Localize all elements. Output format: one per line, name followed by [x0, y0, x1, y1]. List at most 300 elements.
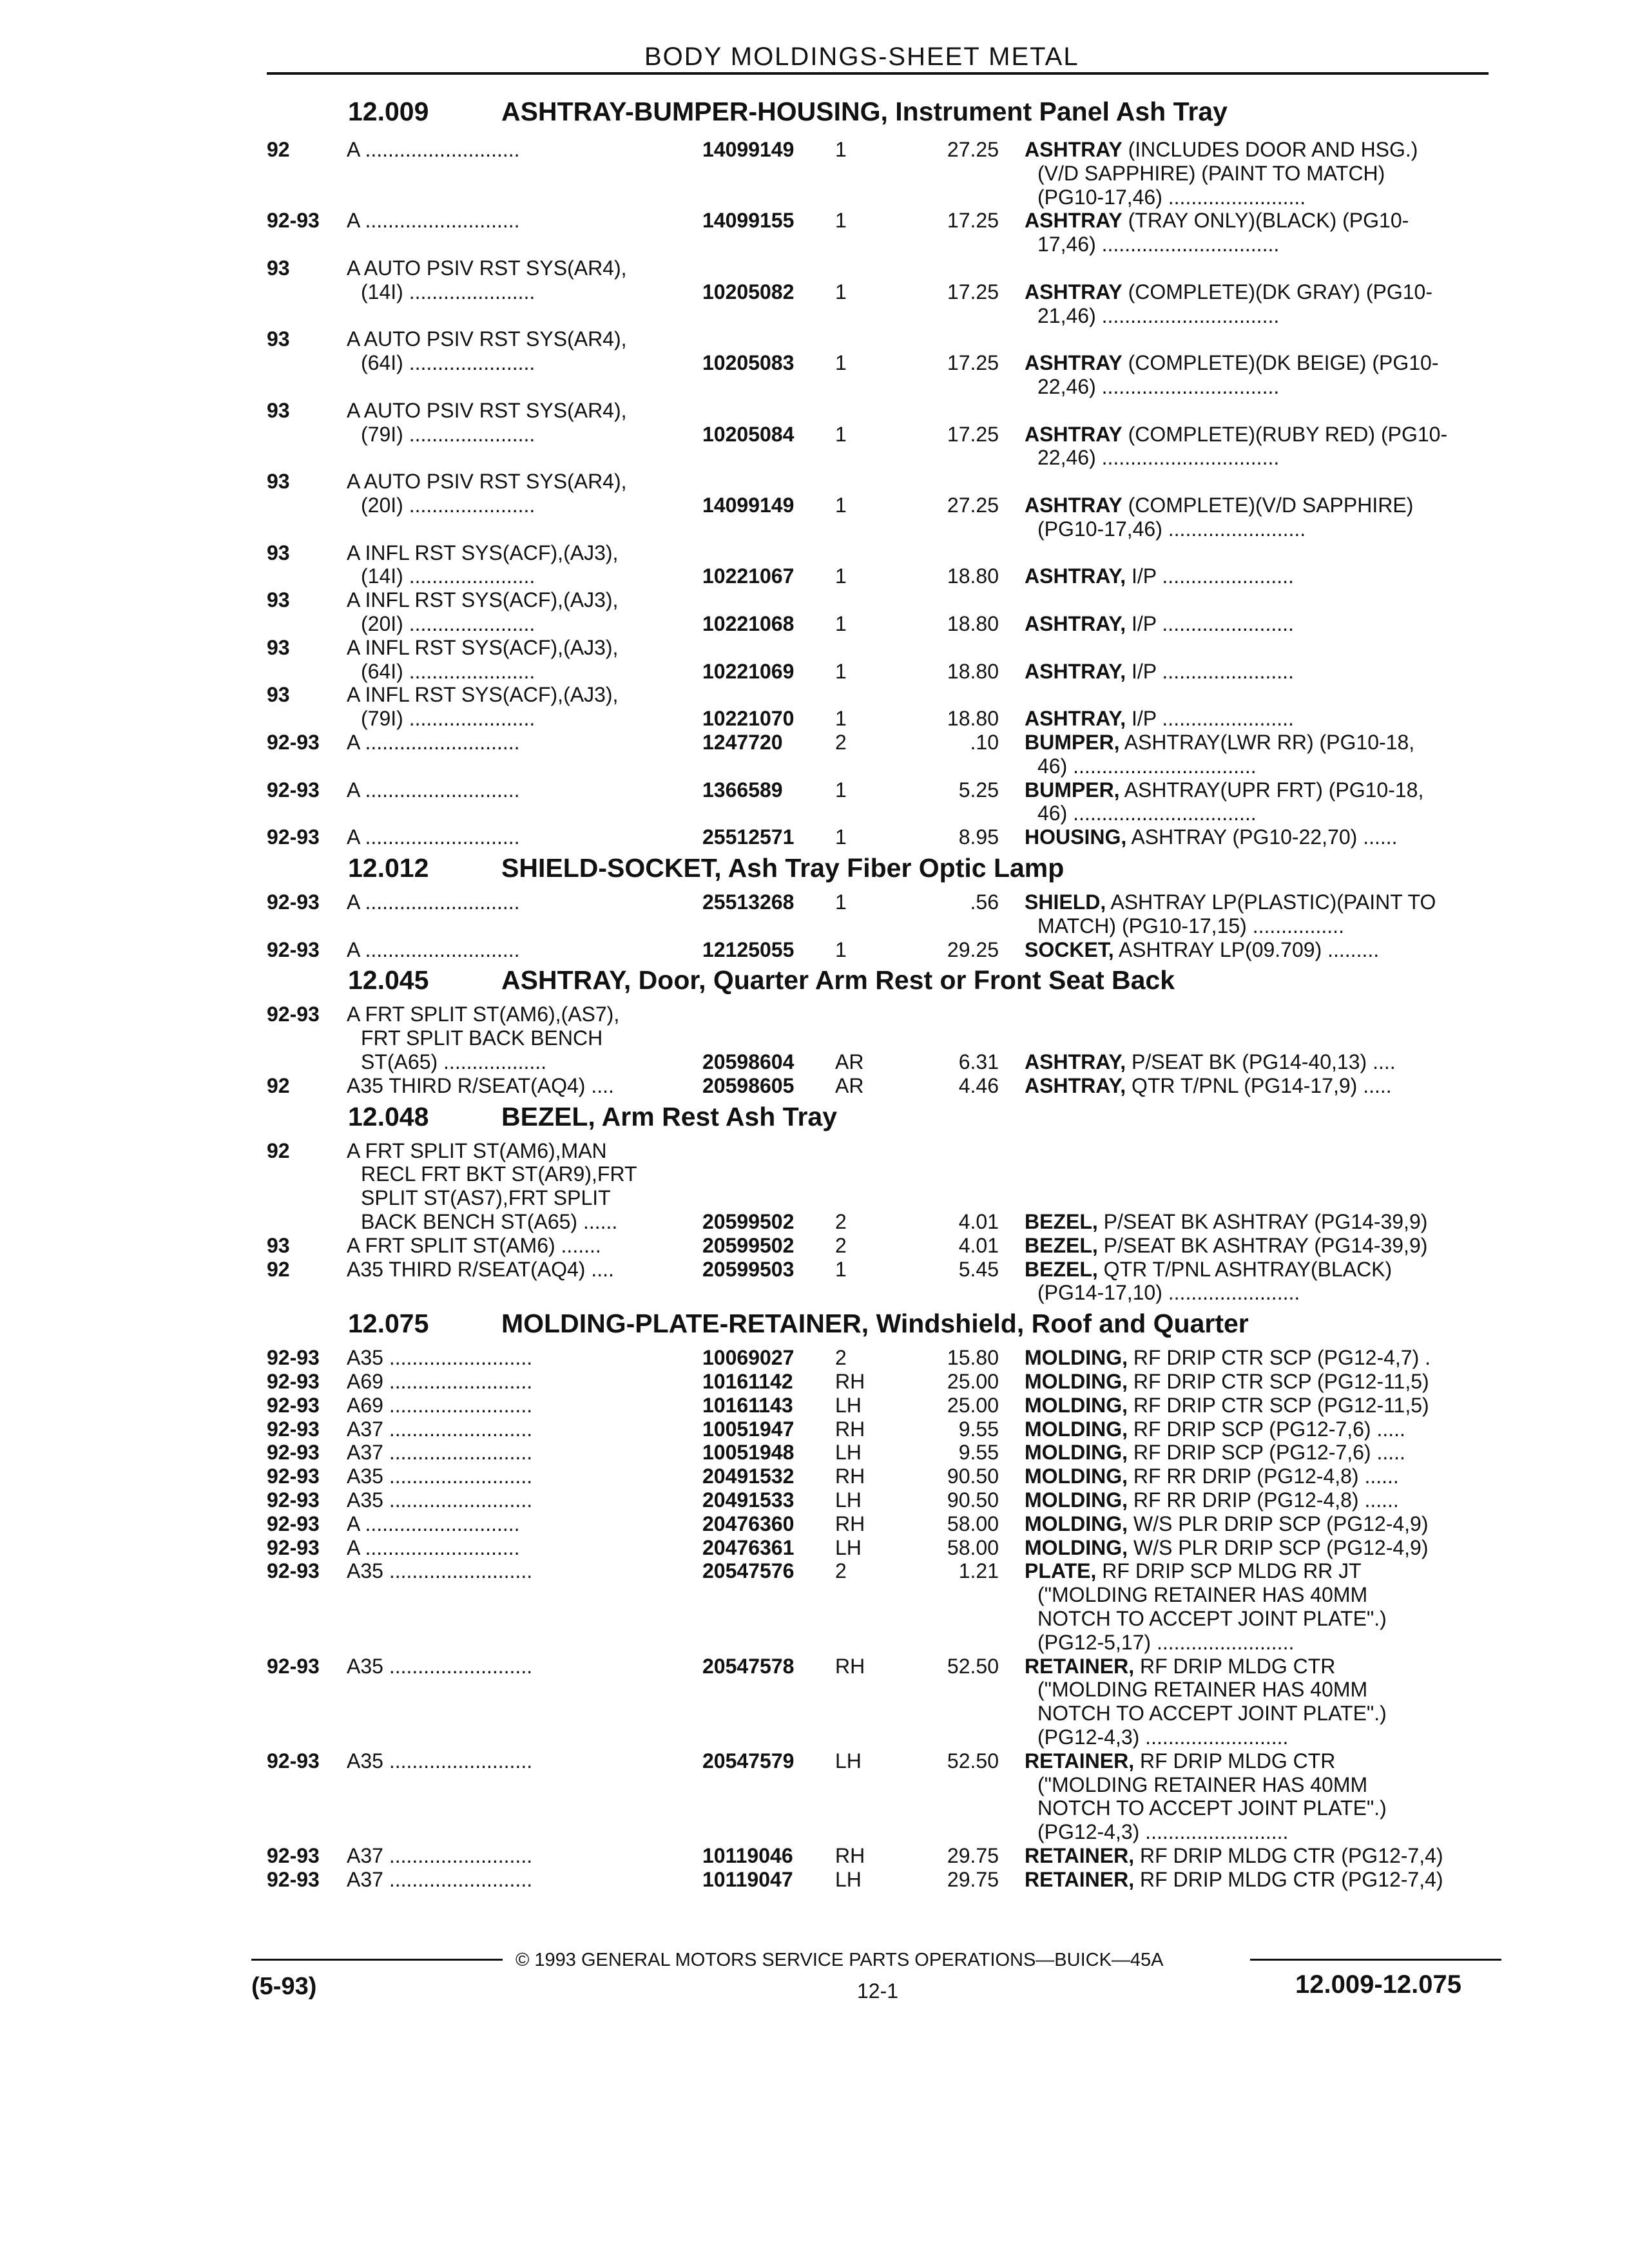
application-desc-cont: (20I) ...................... [361, 612, 535, 635]
price: 27.25 [947, 138, 999, 161]
part-number: 14099149 [702, 138, 795, 161]
application-desc: A ........................... [347, 890, 520, 914]
item-description [1025, 778, 1489, 802]
item-detail: I/P ....................... [1126, 612, 1294, 635]
item-detail: RF DRIP CTR SCP (PG12-11,5) [1127, 1393, 1429, 1417]
price: 15.80 [947, 1346, 999, 1370]
application-desc: A INFL RST SYS(ACF),(AJ3), [347, 588, 619, 612]
quantity: 1 [835, 351, 847, 375]
item-name: ASHTRAY [1025, 280, 1123, 303]
item-detail: RF DRIP MLDG CTR [1134, 1654, 1336, 1678]
item-detail: I/P ....................... [1126, 659, 1294, 683]
item-description [1025, 1655, 1489, 1678]
price: 5.45 [958, 1257, 999, 1281]
section-number: 12.009 [348, 97, 429, 126]
model-year: 93 [267, 327, 290, 351]
quantity: 1 [835, 138, 847, 161]
item-description [1025, 1488, 1489, 1512]
part-number: 20599502 [702, 1233, 795, 1257]
item-detail: (INCLUDES DOOR AND HSG.) [1122, 138, 1418, 161]
application-desc: A69 ......................... [347, 1370, 533, 1393]
item-description [1025, 707, 1489, 730]
price: 29.75 [947, 1844, 999, 1867]
item-description [1025, 280, 1489, 303]
section-subtitle: Door, Quarter Arm Rest or Front Seat Back [638, 965, 1175, 995]
item-description [1025, 1234, 1489, 1257]
item-description [1025, 209, 1489, 232]
item-description [1025, 1536, 1489, 1559]
application-desc: A INFL RST SYS(ACF),(AJ3), [347, 541, 619, 564]
application-desc: A INFL RST SYS(ACF),(AJ3), [347, 635, 619, 659]
item-name: ASHTRAY, [1025, 612, 1126, 635]
footer-rule-right [1250, 1959, 1501, 1961]
part-number: 10221067 [702, 564, 795, 588]
application-desc: A37 ......................... [347, 1441, 533, 1465]
price: 18.80 [947, 564, 999, 588]
application-desc-cont: (20I) ...................... [361, 494, 535, 517]
footer-page-number: 12-1 [857, 1979, 899, 2003]
application-desc: A AUTO PSIV RST SYS(AR4), [347, 398, 627, 422]
item-detail: QTR T/PNL ASHTRAY(BLACK) [1097, 1257, 1393, 1281]
item-name: ASHTRAY, [1025, 1050, 1126, 1073]
quantity: 2 [835, 1210, 847, 1233]
item-description [1025, 1074, 1489, 1097]
quantity: 1 [835, 937, 847, 961]
price: 18.80 [947, 659, 999, 683]
price: .10 [970, 731, 999, 754]
application-desc: A ........................... [347, 731, 520, 754]
item-name: PLATE, [1025, 1559, 1097, 1583]
item-description [1025, 1844, 1489, 1867]
application-desc-cont: (79I) ...................... [361, 422, 535, 446]
part-number: 10161143 [702, 1393, 793, 1417]
application-desc: A35 ......................... [347, 1346, 533, 1370]
item-detail: (COMPLETE)(DK GRAY) (PG10- [1122, 280, 1432, 303]
part-number: 10051948 [702, 1441, 795, 1465]
price: 90.50 [947, 1465, 999, 1488]
item-name: ASHTRAY [1025, 209, 1123, 233]
item-description-cont: NOTCH TO ACCEPT JOINT PLATE".) [1037, 1607, 1387, 1630]
part-number: 10069027 [702, 1346, 795, 1370]
price: 25.00 [947, 1393, 999, 1417]
application-desc: A37 ......................... [347, 1844, 533, 1867]
price: 17.25 [947, 209, 999, 233]
quantity: 1 [835, 825, 847, 849]
item-description-cont: (PG14-17,10) ....................... [1037, 1281, 1300, 1305]
model-year: 92-93 [267, 1654, 320, 1678]
application-desc: A FRT SPLIT ST(AM6) ....... [347, 1233, 601, 1257]
item-description-cont: ("MOLDING RETAINER HAS 40MM [1037, 1773, 1368, 1796]
item-description-cont: ("MOLDING RETAINER HAS 40MM [1037, 1583, 1368, 1607]
quantity: RH [835, 1465, 865, 1488]
model-year: 92-93 [267, 1488, 320, 1512]
section-header [348, 1102, 837, 1132]
price: .56 [970, 890, 999, 914]
part-number: 25513268 [702, 890, 795, 914]
quantity: 2 [835, 731, 847, 754]
model-year: 93 [267, 541, 290, 564]
model-year: 92-93 [267, 1346, 320, 1370]
model-year: 92-93 [267, 937, 320, 961]
item-name: RETAINER, [1025, 1749, 1135, 1773]
model-year: 92-93 [267, 1844, 320, 1867]
model-year: 93 [267, 398, 290, 422]
item-description [1025, 1210, 1489, 1233]
quantity: LH [835, 1867, 862, 1891]
model-year: 92 [267, 1073, 290, 1097]
item-description-cont: 46) ................................ [1037, 802, 1257, 825]
section-part-names: ASHTRAY, [501, 965, 631, 995]
item-description-cont: (V/D SAPPHIRE) (PAINT TO MATCH) [1037, 161, 1385, 185]
part-number: 10051947 [702, 1417, 795, 1441]
item-detail: RF DRIP MLDG CTR [1134, 1749, 1336, 1773]
item-name: MOLDING, [1025, 1417, 1128, 1441]
part-number: 20547578 [702, 1654, 795, 1678]
application-desc: A ........................... [347, 138, 520, 161]
part-number: 14099155 [702, 209, 795, 233]
item-description [1025, 1370, 1489, 1393]
item-detail: RF DRIP MLDG CTR (PG12-7,4) [1134, 1844, 1443, 1867]
item-description [1025, 1050, 1489, 1073]
model-year: 92 [267, 1257, 290, 1281]
price: 17.25 [947, 351, 999, 375]
section-subtitle: Instrument Panel Ash Tray [895, 97, 1228, 126]
item-name: RETAINER, [1025, 1867, 1135, 1891]
price: 17.25 [947, 422, 999, 446]
model-year: 92-93 [267, 731, 320, 754]
application-desc: A INFL RST SYS(ACF),(AJ3), [347, 683, 619, 707]
model-year: 93 [267, 470, 290, 494]
application-desc: A69 ......................... [347, 1393, 533, 1417]
item-description-cont: (PG10-17,46) ........................ [1037, 517, 1306, 541]
quantity: 1 [835, 659, 847, 683]
item-detail: RF DRIP SCP (PG12-7,6) ..... [1127, 1417, 1405, 1441]
quantity: 1 [835, 280, 847, 303]
item-description [1025, 938, 1489, 961]
application-desc: A ........................... [347, 1512, 520, 1535]
model-year: 92-93 [267, 1559, 320, 1583]
model-year: 92-93 [267, 1465, 320, 1488]
part-number: 20476360 [702, 1512, 795, 1535]
item-description [1025, 612, 1489, 635]
price: 9.55 [958, 1441, 999, 1465]
item-name: SHIELD, [1025, 890, 1106, 914]
application-desc: A35 THIRD R/SEAT(AQ4) .... [347, 1257, 614, 1281]
item-description-cont: ("MOLDING RETAINER HAS 40MM [1037, 1678, 1368, 1702]
model-year: 93 [267, 1233, 290, 1257]
item-name: ASHTRAY, [1025, 564, 1126, 588]
application-desc: A ........................... [347, 1535, 520, 1559]
application-desc: A ........................... [347, 778, 520, 802]
section-subtitle: Windshield, Roof and Quarter [876, 1309, 1249, 1339]
item-detail: ASHTRAY(LWR RR) (PG10-18, [1119, 731, 1415, 754]
quantity: AR [835, 1050, 864, 1073]
part-number: 1247720 [702, 731, 783, 754]
part-number: 14099149 [702, 494, 795, 517]
quantity: 1 [835, 494, 847, 517]
item-name: ASHTRAY, [1025, 1073, 1126, 1097]
model-year: 92-93 [267, 1003, 320, 1026]
quantity: RH [835, 1654, 865, 1678]
part-number: 12125055 [702, 937, 795, 961]
price: 25.00 [947, 1370, 999, 1393]
application-desc: A FRT SPLIT ST(AM6),MAN [347, 1139, 607, 1162]
application-desc: A ........................... [347, 937, 520, 961]
item-detail: RF DRIP CTR SCP (PG12-4,7) . [1127, 1346, 1431, 1370]
quantity: 1 [835, 612, 847, 635]
price: 5.25 [958, 778, 999, 802]
application-desc: A FRT SPLIT ST(AM6),(AS7), [347, 1003, 620, 1026]
application-desc: A ........................... [347, 825, 520, 849]
price: 6.31 [958, 1050, 999, 1073]
item-description [1025, 138, 1489, 161]
item-detail: W/S PLR DRIP SCP (PG12-4,9) [1127, 1535, 1429, 1559]
quantity: 1 [835, 1257, 847, 1281]
item-detail: QTR T/PNL (PG14-17,9) ..... [1126, 1073, 1392, 1097]
section-part-names: ASHTRAY-BUMPER-HOUSING, [501, 97, 888, 126]
price: 90.50 [947, 1488, 999, 1512]
item-description [1025, 1346, 1489, 1369]
item-description [1025, 1441, 1489, 1464]
section-header [348, 853, 1064, 883]
item-name: MOLDING, [1025, 1465, 1128, 1488]
part-number: 20547576 [702, 1559, 795, 1583]
item-description-cont: 21,46) ............................... [1037, 303, 1280, 327]
section-part-names: BEZEL, [501, 1101, 595, 1131]
item-description-cont: NOTCH TO ACCEPT JOINT PLATE".) [1037, 1702, 1387, 1725]
model-year: 92-93 [267, 778, 320, 802]
price: 52.50 [947, 1749, 999, 1773]
item-description [1025, 1465, 1489, 1488]
part-number: 10221068 [702, 612, 795, 635]
price: 1.21 [958, 1559, 999, 1583]
item-detail: (COMPLETE)(RUBY RED) (PG10- [1122, 422, 1448, 446]
part-number: 25512571 [702, 825, 795, 849]
application-desc-cont: RECL FRT BKT ST(AR9),FRT [361, 1162, 637, 1186]
footer-rule-left [251, 1959, 503, 1961]
item-detail: ASHTRAY LP(PLASTIC)(PAINT TO [1106, 890, 1436, 914]
quantity: LH [835, 1441, 862, 1465]
item-description-cont: (PG10-17,46) ........................ [1037, 185, 1306, 209]
price: 17.25 [947, 280, 999, 303]
price: 4.01 [958, 1233, 999, 1257]
item-name: BUMPER, [1025, 778, 1120, 802]
quantity: LH [835, 1488, 862, 1512]
quantity: 1 [835, 564, 847, 588]
part-number: 20598604 [702, 1050, 795, 1073]
section-part-names: SHIELD-SOCKET, [501, 853, 722, 883]
item-name: MOLDING, [1025, 1393, 1128, 1417]
item-name: ASHTRAY [1025, 138, 1123, 161]
section-number: 12.048 [348, 1101, 429, 1131]
model-year: 92-93 [267, 1749, 320, 1773]
application-desc: A35 ......................... [347, 1749, 533, 1773]
price: 4.01 [958, 1210, 999, 1233]
item-name: ASHTRAY [1025, 351, 1123, 375]
section-number: 12.045 [348, 965, 429, 995]
quantity: LH [835, 1393, 862, 1417]
price: 4.46 [958, 1073, 999, 1097]
item-detail: RF DRIP CTR SCP (PG12-11,5) [1127, 1370, 1429, 1393]
item-description-cont: 46) ................................ [1037, 754, 1257, 778]
part-number: 20491533 [702, 1488, 795, 1512]
item-name: ASHTRAY, [1025, 707, 1126, 731]
quantity: LH [835, 1749, 862, 1773]
part-number: 10119047 [702, 1867, 793, 1891]
item-detail: RF RR DRIP (PG12-4,8) ...... [1127, 1465, 1399, 1488]
quantity: RH [835, 1512, 865, 1535]
item-detail: RF RR DRIP (PG12-4,8) ...... [1127, 1488, 1399, 1512]
model-year: 92-93 [267, 1441, 320, 1465]
quantity: 1 [835, 707, 847, 731]
model-year: 92-93 [267, 825, 320, 849]
application-desc: A35 ......................... [347, 1465, 533, 1488]
application-desc-cont: SPLIT ST(AS7),FRT SPLIT [361, 1186, 611, 1210]
item-description [1025, 1512, 1489, 1535]
item-detail: RF DRIP SCP (PG12-7,6) ..... [1127, 1441, 1405, 1465]
application-desc-cont: BACK BENCH ST(A65) ...... [361, 1210, 618, 1233]
application-desc-cont: ST(A65) .................. [361, 1050, 547, 1073]
page-header-title: BODY MOLDINGS-SHEET METAL [644, 43, 1079, 71]
item-description [1025, 423, 1489, 446]
item-detail: P/SEAT BK ASHTRAY (PG14-39,9) [1097, 1233, 1428, 1257]
model-year: 93 [267, 588, 290, 612]
quantity: 1 [835, 209, 847, 233]
part-number: 10221069 [702, 659, 795, 683]
price: 52.50 [947, 1654, 999, 1678]
footer-revision: (5-93) [251, 1973, 317, 2000]
section-header [348, 965, 1175, 995]
quantity: 1 [835, 422, 847, 446]
application-desc-cont: (64I) ...................... [361, 659, 535, 683]
section-header [348, 1309, 1249, 1339]
application-desc-cont: (14I) ...................... [361, 280, 535, 303]
footer-section-range: 12.009-12.075 [1295, 1970, 1462, 1999]
item-description-cont: 17,46) ............................... [1037, 233, 1280, 256]
item-description [1025, 494, 1489, 517]
application-desc: A AUTO PSIV RST SYS(AR4), [347, 470, 627, 494]
application-desc-cont: (14I) ...................... [361, 564, 535, 588]
quantity: AR [835, 1073, 864, 1097]
item-detail: (COMPLETE)(V/D SAPPHIRE) [1122, 494, 1414, 517]
item-detail: (COMPLETE)(DK BEIGE) (PG10- [1122, 351, 1439, 375]
part-number: 20599503 [702, 1257, 795, 1281]
quantity: 1 [835, 778, 847, 802]
item-detail: RF DRIP SCP MLDG RR JT [1096, 1559, 1362, 1583]
item-name: HOUSING, [1025, 825, 1127, 849]
item-name: MOLDING, [1025, 1512, 1128, 1535]
item-detail: I/P ....................... [1126, 564, 1294, 588]
part-number: 20476361 [702, 1535, 795, 1559]
item-name: ASHTRAY, [1025, 659, 1126, 683]
item-name: SOCKET, [1025, 937, 1114, 961]
application-desc: A37 ......................... [347, 1867, 533, 1891]
model-year: 92 [267, 1139, 290, 1162]
item-detail: (TRAY ONLY)(BLACK) (PG10- [1122, 209, 1409, 233]
item-name: BEZEL, [1025, 1233, 1098, 1257]
part-number: 20491532 [702, 1465, 795, 1488]
section-number: 12.012 [348, 853, 429, 883]
quantity: RH [835, 1370, 865, 1393]
model-year: 92 [267, 138, 290, 161]
item-name: RETAINER, [1025, 1844, 1135, 1867]
item-name: RETAINER, [1025, 1654, 1135, 1678]
application-desc-cont: (64I) ...................... [361, 351, 535, 375]
item-name: MOLDING, [1025, 1370, 1128, 1393]
item-description-cont: MATCH) (PG10-17,15) ................ [1037, 914, 1344, 937]
item-name: MOLDING, [1025, 1535, 1128, 1559]
application-desc: A37 ......................... [347, 1417, 533, 1441]
application-desc: A35 ......................... [347, 1488, 533, 1512]
price: 29.75 [947, 1867, 999, 1891]
item-description [1025, 1559, 1489, 1582]
application-desc: A AUTO PSIV RST SYS(AR4), [347, 327, 627, 351]
item-description [1025, 1258, 1489, 1281]
model-year: 92-93 [267, 209, 320, 233]
section-part-names: MOLDING-PLATE-RETAINER, [501, 1309, 869, 1339]
item-description [1025, 1868, 1489, 1891]
section-number: 12.075 [348, 1309, 429, 1339]
model-year: 92-93 [267, 1512, 320, 1535]
application-desc: A35 ......................... [347, 1654, 533, 1678]
part-number: 20547579 [702, 1749, 795, 1773]
part-number: 10161142 [702, 1370, 793, 1393]
model-year: 92-93 [267, 890, 320, 914]
item-detail: W/S PLR DRIP SCP (PG12-4,9) [1127, 1512, 1429, 1535]
application-desc-cont: (79I) ...................... [361, 707, 535, 731]
model-year: 93 [267, 256, 290, 280]
quantity: RH [835, 1417, 865, 1441]
quantity: 2 [835, 1559, 847, 1583]
item-description-cont: 22,46) ............................... [1037, 446, 1280, 470]
price: 29.25 [947, 937, 999, 961]
model-year: 92-93 [267, 1417, 320, 1441]
part-number: 1366589 [702, 778, 783, 802]
item-detail: RF DRIP MLDG CTR (PG12-7,4) [1134, 1867, 1443, 1891]
model-year: 92-93 [267, 1370, 320, 1393]
quantity: 1 [835, 890, 847, 914]
section-subtitle: Arm Rest Ash Tray [601, 1101, 838, 1131]
item-name: BEZEL, [1025, 1257, 1098, 1281]
application-desc: A35 THIRD R/SEAT(AQ4) .... [347, 1073, 614, 1097]
quantity: 2 [835, 1346, 847, 1370]
application-desc: A AUTO PSIV RST SYS(AR4), [347, 256, 627, 280]
model-year: 92-93 [267, 1393, 320, 1417]
item-description [1025, 731, 1489, 754]
item-detail: ASHTRAY(UPR FRT) (PG10-18, [1119, 778, 1424, 802]
item-detail: P/SEAT BK (PG14-40,13) .... [1126, 1050, 1396, 1073]
item-name: MOLDING, [1025, 1441, 1128, 1465]
price: 9.55 [958, 1417, 999, 1441]
item-description [1025, 564, 1489, 588]
item-description-cont: (PG12-4,3) ......................... [1037, 1725, 1289, 1749]
item-description-cont: (PG12-5,17) ........................ [1037, 1630, 1295, 1654]
quantity: RH [835, 1844, 865, 1867]
section-header [348, 97, 1228, 127]
section-subtitle: Ash Tray Fiber Optic Lamp [728, 853, 1065, 883]
item-description [1025, 825, 1489, 849]
item-name: ASHTRAY [1025, 494, 1123, 517]
quantity: LH [835, 1535, 862, 1559]
item-description [1025, 1394, 1489, 1417]
model-year: 93 [267, 635, 290, 659]
item-description [1025, 1749, 1489, 1773]
item-detail: P/SEAT BK ASHTRAY (PG14-39,9) [1097, 1210, 1428, 1233]
model-year: 92-93 [267, 1867, 320, 1891]
item-name: MOLDING, [1025, 1346, 1128, 1370]
price: 18.80 [947, 612, 999, 635]
part-number: 10221070 [702, 707, 795, 731]
